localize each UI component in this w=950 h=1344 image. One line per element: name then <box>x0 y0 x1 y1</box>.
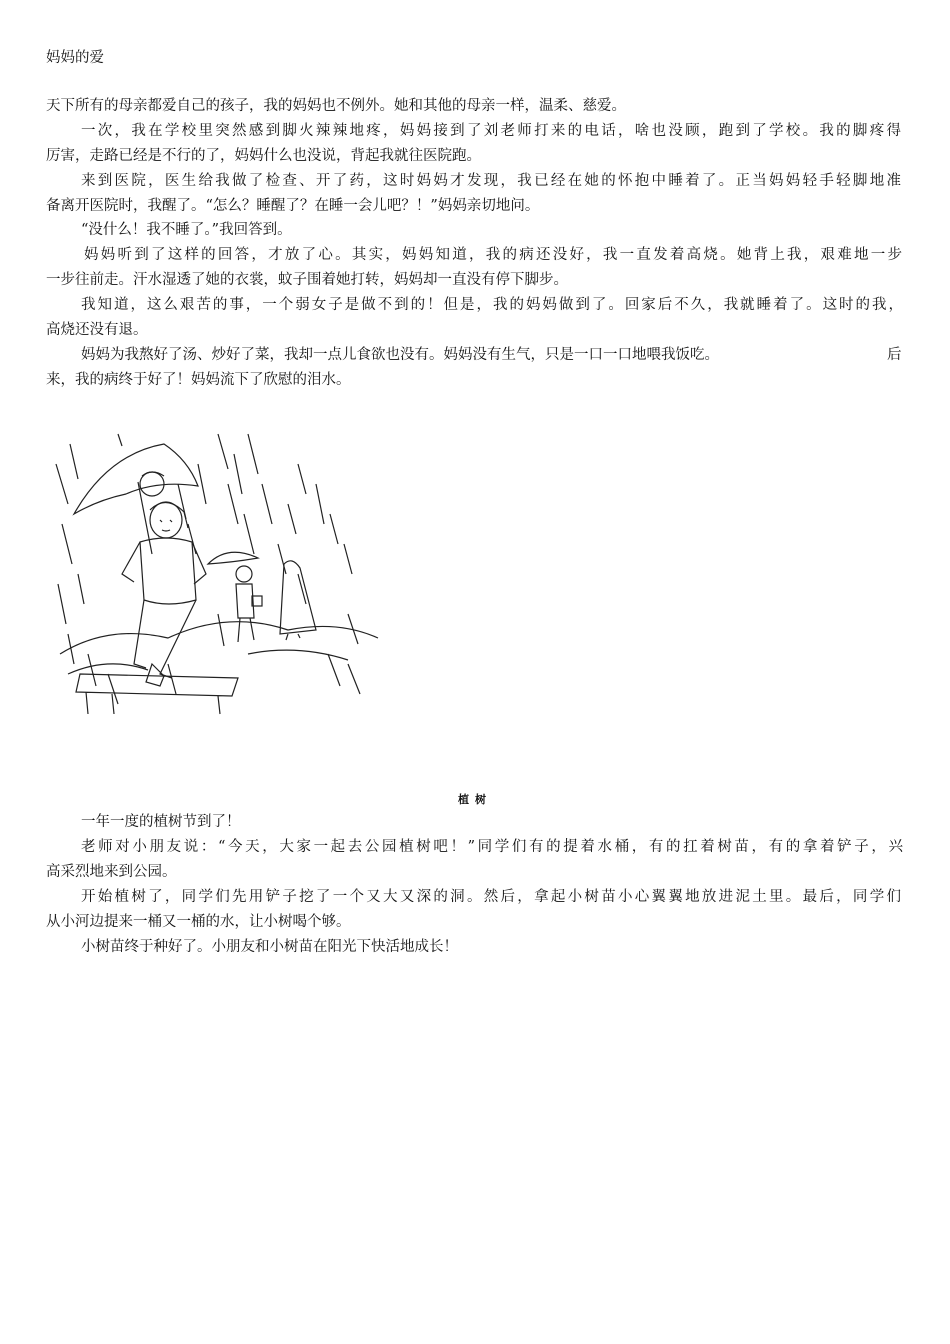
paragraph-line: 从小河边提来一桶又一桶的水，让小树喝个够。 <box>46 914 351 930</box>
paragraph-line: 一年一度的植树节到了！ <box>81 814 241 830</box>
paragraph-line: 天下所有的母亲都爱自己的孩子，我的妈妈也不例外。她和其他的母亲一样，温柔、慈爱。 <box>46 98 626 114</box>
paragraph-line: 后 <box>887 347 902 363</box>
paragraph-line: 厉害，走路已经是不行的了，妈妈什么也没说，背起我就往医院跑。 <box>46 148 481 164</box>
paragraph-line: 来，我的病终于好了！妈妈流下了欣慰的泪水。 <box>46 372 351 388</box>
paragraph-line: 高烧还没有退。 <box>46 322 148 338</box>
paragraph-line: 妈妈为我熬好了汤、炒好了菜，我却一点儿食欲也没有。妈妈没有生气，只是一口一口地喂我饭吃。 <box>81 347 719 363</box>
story-title: 植树 <box>458 793 492 806</box>
paragraph-line: 一步往前走。汗水湿透了她的衣裳，蚊子围着她打转，妈妈却一直没有停下脚步。 <box>46 272 568 288</box>
paragraph-line: 来到医院，医生给我做了检查、开了药，这时妈妈才发现，我已经在她的怀抱中睡着了。正当妈妈轻手轻脚地准 <box>81 173 901 189</box>
paragraph-line: 一次，我在学校里突然感到脚火辣辣地疼，妈妈接到了刘老师打来的电话，啥也没顾，跑到了学校。我的脚疼得 <box>81 123 901 139</box>
mother-carrying-child-in-rain-illustration <box>48 424 384 716</box>
paragraph-line: 备离开医院时，我醒了。“怎么？睡醒了？在睡一会儿吧？！”妈妈亲切地问。 <box>46 198 540 214</box>
paragraph-line: “没什么！我不睡了。”我回答到。 <box>81 222 292 238</box>
paragraph-line: 高采烈地来到公园。 <box>46 864 177 880</box>
story-title: 妈妈的爱 <box>46 50 104 66</box>
paragraph-line: 老师对小朋友说：“今天，大家一起去公园植树吧！”同学们有的提着水桶，有的扛着树苗，有的拿着铲子，兴 <box>81 839 903 855</box>
paragraph-line: 小树苗终于种好了。小朋友和小树苗在阳光下快活地成长！ <box>81 939 458 955</box>
paragraph-line: 开始植树了，同学们先用铲子挖了一个又大又深的洞。然后，拿起小树苗小心翼翼地放进泥土里。最后，同学们 <box>81 889 901 905</box>
paragraph-line: 我知道，这么艰苦的事，一个弱女子是做不到的！但是，我的妈妈做到了。回家后不久，我就睡着了。这时的我， <box>81 297 903 313</box>
paragraph-line: 妈妈听到了这样的回答，才放了心。其实，妈妈知道，我的病还没好，我一直发着高烧。她背上我，艰难地一步 <box>84 247 902 263</box>
